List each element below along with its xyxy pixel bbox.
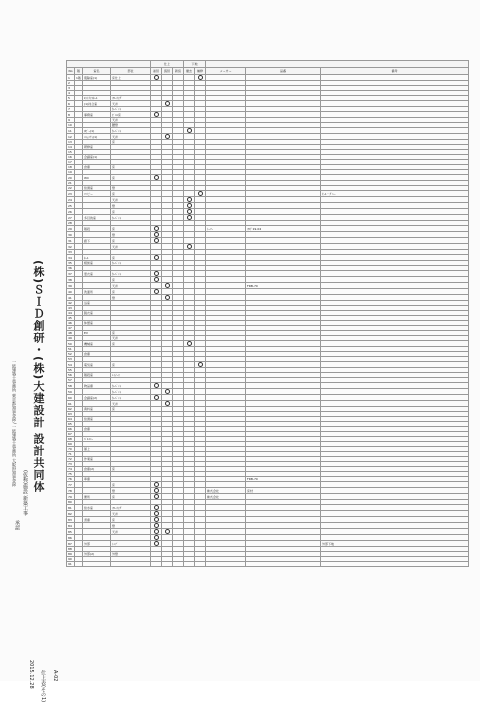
row-room: 洗面所: [83, 289, 111, 295]
row-check-cell: [184, 562, 195, 567]
row-number: 10: [67, 123, 75, 128]
row-room: 外部: [83, 541, 111, 547]
row-number: 39: [67, 283, 75, 289]
row-number: 86: [67, 535, 75, 541]
row-number: 34: [67, 255, 75, 261]
row-number: 13: [67, 140, 75, 145]
row-part: 床: [111, 341, 151, 347]
row-number: 30: [67, 232, 75, 238]
row-number: 66: [67, 427, 75, 432]
row-remarks: ﾓｰﾙ・ｸﾞﾚｰ: [321, 191, 469, 197]
col-no: No: [68, 69, 73, 73]
row-number: 80: [67, 500, 75, 505]
row-part: 天井: [111, 118, 151, 123]
row-part: 天井: [111, 511, 151, 517]
check-mark-icon: [165, 529, 170, 534]
col-remarks: 備考: [321, 68, 469, 75]
drawing-label: 仕上表(その1): [40, 670, 46, 702]
row-room: WC: [83, 175, 111, 181]
row-check-cell: [195, 562, 206, 567]
row-number: 87: [67, 541, 75, 547]
row-number: 54: [67, 362, 75, 368]
row-number: 4: [67, 91, 75, 96]
check-mark-icon: [187, 215, 192, 220]
row-part: ｶｰﾍﾟｯﾄ: [111, 389, 151, 395]
row-maker: ﾄｰｿｰ: [206, 226, 246, 232]
col-c1: 塗替: [151, 68, 162, 75]
row-part: 壁: [111, 186, 151, 191]
row-part: 天井: [111, 401, 151, 407]
row-number: 56: [67, 373, 75, 378]
row-number: 81: [67, 505, 75, 511]
row-number: 9: [67, 118, 75, 123]
row-room: 屋上: [83, 447, 111, 452]
row-number: 3: [67, 86, 75, 91]
row-room: EV: [83, 331, 111, 336]
row-part: 床: [111, 362, 151, 368]
row-product: FRB-70: [246, 477, 321, 482]
row-room: 電気室: [83, 362, 111, 368]
row-number: 65: [67, 422, 75, 427]
row-part: 壁: [111, 295, 151, 301]
row-part: 床: [111, 407, 151, 412]
row-number: 23: [67, 191, 75, 197]
row-number: 2: [67, 81, 75, 86]
row-part: 床: [111, 191, 151, 197]
check-mark-icon: [154, 511, 159, 516]
row-number: 48: [67, 331, 75, 336]
row-room: 便所: [83, 494, 111, 500]
row-number: 21: [67, 181, 75, 186]
row-room: 資料室: [83, 407, 111, 412]
row-part: ｶｰﾍﾟｯﾄ: [111, 261, 151, 266]
check-mark-icon: [187, 128, 192, 133]
row-number: 91: [67, 562, 75, 567]
row-remarks: [321, 562, 469, 567]
row-part: 壁: [111, 523, 151, 529]
row-floor: 1階: [76, 75, 81, 80]
row-room: 相談室: [83, 261, 111, 266]
row-number: 27: [67, 215, 75, 221]
row-part: 床: [111, 226, 151, 232]
check-mark-icon: [165, 101, 170, 106]
row-part: 天井: [111, 336, 151, 341]
check-mark-icon: [154, 238, 159, 243]
row-part: ｶｰﾍﾟｯﾄ: [111, 215, 151, 221]
col-c3: 新設: [173, 68, 184, 75]
row-number: 55: [67, 368, 75, 373]
group-header-2: 下地: [184, 61, 206, 68]
row-part: 床仕上: [111, 75, 151, 81]
check-mark-icon: [198, 75, 203, 80]
row-number: 8: [67, 112, 75, 118]
row-number: 25: [67, 203, 75, 209]
row-number: 17: [67, 160, 75, 165]
row-room: 脱衣室: [83, 311, 111, 316]
row-number: 75: [67, 472, 75, 477]
row-number: 12: [67, 134, 75, 140]
check-mark-icon: [154, 255, 159, 260]
row-number: 28: [67, 221, 75, 226]
row-number: 5: [67, 96, 75, 101]
row-floor: [75, 562, 83, 567]
check-mark-icon: [154, 226, 159, 231]
row-product: 床材: [246, 488, 321, 494]
row-number: 50: [67, 341, 75, 347]
check-mark-icon: [154, 277, 159, 282]
check-mark-icon: [154, 112, 159, 117]
row-number: 53: [67, 357, 75, 362]
row-room: 給湯室: [83, 417, 111, 422]
row-room: 風除室(1): [83, 75, 111, 81]
row-number: 84: [67, 523, 75, 529]
row-room: 階段: [83, 226, 111, 232]
check-mark-icon: [154, 175, 159, 180]
row-check-cell: [151, 562, 162, 567]
row-part: 外壁: [111, 552, 151, 557]
row-number: 43: [67, 306, 75, 311]
check-mark-icon: [154, 494, 159, 499]
project-label: (仮称)施設 新築工事: [22, 470, 28, 516]
row-number: 73: [67, 462, 75, 467]
row-room: 浴室: [83, 301, 111, 306]
check-mark-icon: [198, 191, 203, 196]
row-part: 壁: [111, 488, 151, 494]
row-room: 書庫: [83, 517, 111, 523]
row-part: ｶｰﾍﾟｯﾄ: [111, 271, 151, 277]
check-mark-icon: [187, 197, 192, 202]
row-number: 63: [67, 412, 75, 417]
row-part: 床: [111, 175, 151, 181]
row-number: 11: [67, 128, 75, 134]
row-number: 40: [67, 289, 75, 295]
col-product: 品番: [246, 68, 321, 75]
row-room: 倉庫: [83, 165, 111, 170]
row-number: 52: [67, 352, 75, 357]
check-mark-icon: [154, 271, 159, 276]
row-room: ﾎｰﾙ: [83, 255, 111, 261]
company-title: (株)ＳＩＤ創研・(株)大建設計 設計共同体: [32, 260, 45, 493]
row-room: ロビー: [83, 191, 111, 197]
row-number: 89: [67, 552, 75, 557]
row-room: (1)待合室: [83, 101, 111, 107]
row-part: ｶｰﾍﾟｯﾄ: [111, 395, 151, 401]
check-mark-icon: [187, 244, 192, 249]
row-room: 外部(2): [83, 552, 111, 557]
row-part: ﾌﾛｰﾘﾝｸﾞ: [111, 96, 151, 101]
row-room: 倉庫(2): [83, 467, 111, 472]
row-number: 38: [67, 277, 75, 283]
company-notes: 一級建築士事務所 東京都知事登録 / 一級建築士事務所 大阪府知事登録: [12, 360, 17, 487]
check-mark-icon: [165, 283, 170, 288]
row-number: 72: [67, 457, 75, 462]
row-part: 天井: [111, 244, 151, 250]
row-part: ｶｰﾍﾟｯﾄ: [111, 107, 151, 112]
check-mark-icon: [187, 341, 192, 346]
table-body: [67, 75, 469, 567]
row-number: 78: [67, 488, 75, 494]
row-number: 22: [67, 186, 75, 191]
col-c5: 補修: [195, 68, 206, 75]
row-number: 6: [67, 101, 75, 107]
row-product: ﾌﾛｱ 19-04: [246, 226, 321, 232]
row-number: 62: [67, 407, 75, 412]
row-room: 会議室(1): [83, 155, 111, 160]
sheet-number: A-02: [52, 670, 58, 682]
header-group-row: [67, 61, 469, 68]
row-number: 67: [67, 432, 75, 437]
row-number: 79: [67, 494, 75, 500]
row-part: 床: [111, 238, 151, 244]
row-number: 69: [67, 442, 75, 447]
row-remarks: 外部下地: [321, 541, 469, 547]
row-room: 倉庫: [83, 427, 111, 432]
row-part: ｶｰﾍﾟｯﾄ: [111, 128, 151, 134]
check-mark-icon: [154, 383, 159, 388]
row-number: 49: [67, 336, 75, 341]
row-number: 35: [67, 261, 75, 266]
row-number: 58: [67, 383, 75, 389]
row-part: 壁: [111, 203, 151, 209]
row-number: 47: [67, 326, 75, 331]
row-number: 57: [67, 378, 75, 383]
row-room: 給水室: [83, 505, 111, 511]
row-number: 14: [67, 145, 75, 150]
row-number: 24: [67, 197, 75, 203]
row-number: 41: [67, 295, 75, 301]
check-mark-icon: [187, 209, 192, 214]
col-floor: 階: [75, 68, 83, 75]
row-number: 85: [67, 529, 75, 535]
check-mark-icon: [154, 395, 159, 400]
row-number: 45: [67, 316, 75, 321]
row-part: 床: [111, 209, 151, 215]
row-number: 70: [67, 447, 75, 452]
check-mark-icon: [154, 289, 159, 294]
check-mark-icon: [154, 529, 159, 534]
row-number: 60: [67, 395, 75, 401]
check-mark-icon: [198, 362, 203, 367]
row-room: 休憩室: [83, 321, 111, 326]
row-part: 床: [111, 517, 151, 523]
row-room: 廊下: [83, 238, 111, 244]
row-product: FRB-70: [246, 283, 321, 289]
row-number: 46: [67, 321, 75, 326]
row-number: 29: [67, 226, 75, 232]
row-room: 倉庫: [83, 352, 111, 357]
row-room: 事務室: [83, 112, 111, 118]
row-room: ｺﾐｭﾆﾃｨ(1): [83, 134, 111, 140]
row-room: ﾛﾋﾞｰ(1): [83, 128, 111, 134]
row-number: 64: [67, 417, 75, 422]
row-number: 74: [67, 467, 75, 472]
row-room: 階段室: [83, 373, 111, 378]
row-part: 床: [111, 331, 151, 336]
row-number: 88: [67, 547, 75, 552]
row-number: 76: [67, 477, 75, 482]
row-part: 床: [111, 494, 151, 500]
row-part: 天井: [111, 101, 151, 107]
row-number: 42: [67, 301, 75, 306]
row-part: 天井: [111, 197, 151, 203]
row-number: 20: [67, 175, 75, 181]
check-mark-icon: [154, 541, 159, 546]
row-part: 天井: [111, 529, 151, 535]
row-check-cell: [162, 562, 173, 567]
row-room: 物品庫: [83, 383, 111, 389]
row-part: 床: [111, 289, 151, 295]
check-mark-icon: [165, 295, 170, 300]
row-number: 77: [67, 482, 75, 488]
row-part: 床: [111, 482, 151, 488]
row-room: 作業室: [83, 457, 111, 462]
col-c2: 張替: [162, 68, 173, 75]
check-mark-icon: [154, 535, 159, 540]
row-number: 31: [67, 238, 75, 244]
check-mark-icon: [187, 203, 192, 208]
row-product: [246, 562, 321, 567]
row-number: 71: [67, 452, 75, 457]
check-mark-icon: [154, 517, 159, 522]
row-part: 床: [111, 165, 151, 170]
row-room: 給湯室: [83, 186, 111, 191]
row-number: 59: [67, 389, 75, 395]
row-maker: 株式会社: [206, 494, 246, 500]
row-room: 更衣室: [83, 271, 111, 277]
row-room: 多目的室: [83, 215, 111, 221]
row-number: 16: [67, 155, 75, 160]
row-part: ﾋﾞﾆﾙ床: [111, 112, 151, 118]
row-number: 82: [67, 511, 75, 517]
check-mark-icon: [154, 488, 159, 493]
col-part: 部位: [111, 68, 151, 75]
row-room: ｴﾝﾄﾗﾝｽﾎｰﾙ: [83, 96, 111, 101]
row-number: 37: [67, 271, 75, 277]
check-mark-icon: [154, 482, 159, 487]
row-number: 61: [67, 401, 75, 407]
row-part: 床: [111, 467, 151, 472]
row-number: 68: [67, 437, 75, 442]
row-number: 15: [67, 150, 75, 155]
row-number: 32: [67, 244, 75, 250]
row-maker: 株式会社: [206, 488, 246, 494]
row-number: 83: [67, 517, 75, 523]
row-room: 研修室: [83, 145, 111, 150]
row-number: 36: [67, 266, 75, 271]
row-number: 19: [67, 170, 75, 175]
row-part: ﾌﾛｰﾘﾝｸﾞ: [111, 505, 151, 511]
table-row: [67, 562, 469, 567]
row-room: 車庫: [83, 477, 111, 482]
row-number: 7: [67, 107, 75, 112]
row-number: 44: [67, 311, 75, 316]
header-row: [67, 68, 469, 75]
check-mark-icon: [165, 134, 170, 139]
row-number: 51: [67, 347, 75, 352]
date-label: 2015.12.28: [28, 660, 34, 689]
row-maker: [206, 562, 246, 567]
check-mark-icon: [154, 523, 159, 528]
row-part: 床: [111, 255, 151, 261]
row-number: 33: [67, 250, 75, 255]
col-c4: 撤去: [184, 68, 195, 75]
row-number: 26: [67, 209, 75, 215]
row-room: ﾊﾞﾙｺﾆｰ: [83, 437, 111, 442]
row-room: 機械室: [83, 341, 111, 347]
row-number: 90: [67, 557, 75, 562]
check-mark-icon: [165, 401, 170, 406]
row-part: ﾚｲﾉｰｽ: [111, 373, 151, 378]
col-maker: メーカー: [206, 68, 246, 75]
row-number: 1: [67, 75, 75, 81]
finish-schedule-table: [66, 60, 469, 567]
row-part: ﾄｯﾌﾟ: [111, 541, 151, 547]
row-check-cell: [173, 562, 184, 567]
check-mark-icon: [165, 389, 170, 394]
row-room: [83, 562, 111, 567]
group-header-1: 仕上: [151, 61, 184, 68]
row-part: 天井: [111, 134, 151, 140]
row-part: ｶｰﾍﾟｯﾄ: [111, 383, 151, 389]
row-part: 床: [111, 277, 151, 283]
row-part: 腰壁: [111, 123, 151, 128]
stamp-label: 承認: [14, 520, 20, 530]
row-part: 床: [111, 140, 151, 145]
check-mark-icon: [154, 232, 159, 237]
check-mark-icon: [154, 75, 159, 80]
row-part: [111, 562, 151, 567]
row-part: 天井: [111, 283, 151, 289]
title-block: [0, 60, 60, 702]
row-room: 会議室(2): [83, 395, 111, 401]
row-number: 18: [67, 165, 75, 170]
check-mark-icon: [154, 505, 159, 510]
row-part: 壁: [111, 232, 151, 238]
col-room: 室名: [83, 68, 111, 75]
